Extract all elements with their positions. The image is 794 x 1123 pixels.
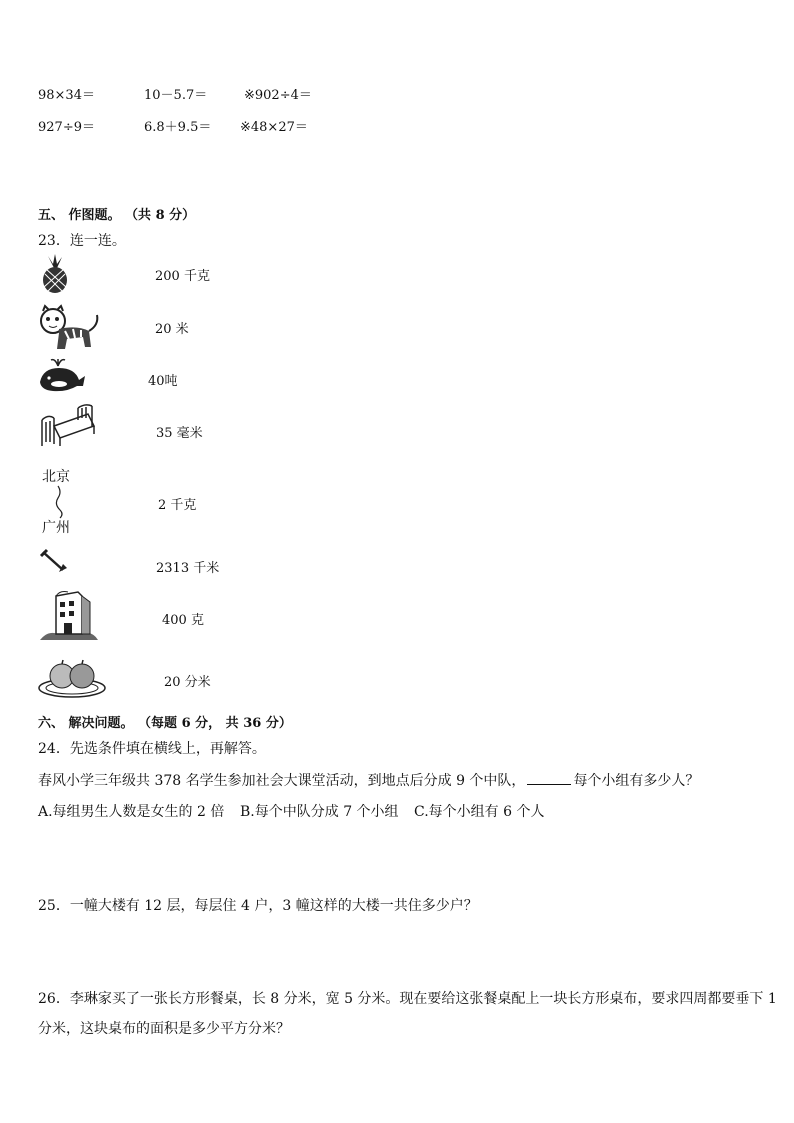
beijing-guangzhou-map xyxy=(40,462,84,536)
question-25: 25．一幢大楼有 12 层，每层住 4 户，3 幢这样的大楼一共住多少户？ xyxy=(38,898,478,914)
calc-5: 6.8＋9.5＝ xyxy=(144,120,212,135)
tiger-icon xyxy=(37,303,103,353)
section-6-heading: 六、 解决问题。 （每题 6 分， 共 36 分） xyxy=(38,716,292,731)
question-26-line2: 分米，这块桌布的面积是多少平方分米？ xyxy=(38,1021,290,1037)
unit-label-8[interactable]: 20 分米 xyxy=(164,675,211,690)
map-label-guangzhou: 广州 xyxy=(42,520,70,536)
calc-6: ※48×27＝ xyxy=(240,120,308,135)
unit-label-3[interactable]: 40吨 xyxy=(148,374,178,389)
calc-3: ※902÷4＝ xyxy=(244,88,312,103)
question-24-text xyxy=(38,770,699,790)
calc-1: 98×34＝ xyxy=(38,88,95,103)
question-26-line1: 26．李琳家买了一张长方形餐桌，长 8 分米，宽 5 分米。现在要给这张餐桌配上一块长方形桌布，要求四周都要垂下 1 xyxy=(38,991,777,1007)
unit-label-4[interactable]: 35 毫米 xyxy=(156,426,203,441)
apples-plate-icon xyxy=(36,656,108,700)
unit-label-6[interactable]: 2313 千米 xyxy=(156,561,220,576)
unit-label-2[interactable]: 20 米 xyxy=(155,322,189,337)
option-a[interactable]: A.每组男生人数是女生的 2 倍 xyxy=(38,804,225,820)
question-24-before: 春风小学三年级共 378 名学生参加社会大课堂活动，到地点后分成 9 个中队， xyxy=(38,773,526,789)
whale-icon xyxy=(37,356,87,394)
answer-blank[interactable] xyxy=(527,772,571,785)
section-5-heading: 五、 作图题。 （共 8 分） xyxy=(38,208,196,223)
question-24-after: 每个小组有多少人？ xyxy=(573,773,700,789)
map-label-beijing: 北京 xyxy=(42,469,70,485)
question-23: 23．连一连。 xyxy=(38,233,126,249)
pineapple-icon xyxy=(38,254,72,294)
calc-4: 927÷9＝ xyxy=(38,120,95,135)
option-b[interactable]: B.每个中队分成 7 个小组 xyxy=(240,804,399,820)
calc-2: 10－5.7＝ xyxy=(144,88,208,103)
question-24-prompt: 24．先选条件填在横线上，再解答。 xyxy=(38,741,266,757)
unit-label-1[interactable]: 200 千克 xyxy=(155,269,210,284)
option-c[interactable]: C.每个小组有 6 个人 xyxy=(414,804,545,820)
unit-label-5[interactable]: 2 千克 xyxy=(158,498,197,513)
building-icon xyxy=(38,588,100,642)
unit-label-7[interactable]: 400 克 xyxy=(162,613,204,628)
nail-icon xyxy=(39,548,69,576)
bed-icon xyxy=(38,404,96,448)
